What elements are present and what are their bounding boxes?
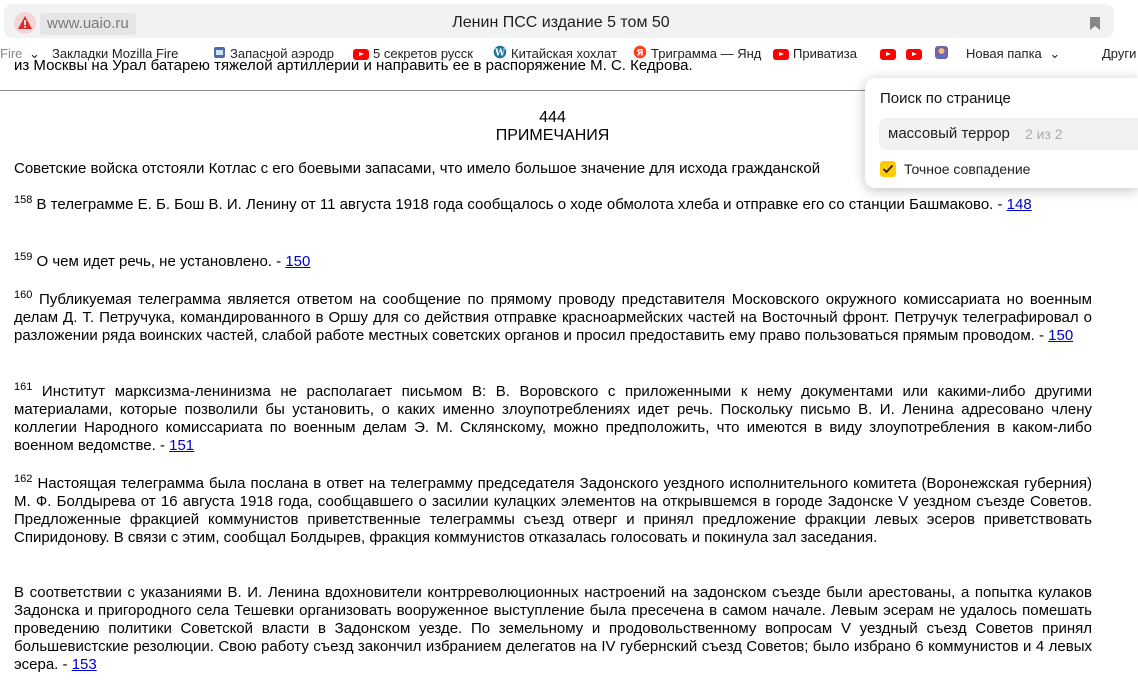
bookmark-label: Закладки Mozilla Fire (52, 46, 179, 61)
bookmark-site[interactable] (934, 44, 954, 63)
bookmark-label: Триграмма — Янд (651, 46, 762, 61)
note-number: 162 (14, 473, 33, 485)
paragraph-text: В соответствии с указаниями В. И. Ленина вдохновители контрреволюционных настроений на задонском съезде были арестованы, а попытка кулаков Задонска и пригородного села Тешевки организовать вооруженное выступление была пресечена в самом начале. Левым эсерам не удалось помешать проведению политики Советской власти в Задонском уезде. По земельному и продовольственному вопросам V уездный съезд Советов принял большевистские резолюции. Свою работу съезд закончил избранием делегатов на IV губернский съезд Советов; было избрано 6 коммунистов и 4 левых эсера. - (14, 584, 1092, 673)
note-text: Институт марксизма-ленинизма не располагает письмом В: В. Воровского с приложенными к нему документами или какими-либо другими материалами, которые позволили бы установить, о каких именно злоупотреблениях идет речь. Поскольку письмо В. И. Ленина адресовано члену коллегии Народного комиссариата по военным делам Э. М. Склянскому, можно предположить, что имеются в виду злоупотребления в каком-либо военном ведомстве. - (14, 383, 1093, 454)
page-link[interactable]: 153 (71, 656, 97, 673)
note-text: Публикуемая телеграмма является ответом на сообщение по прямому проводу представителя Московского окружного комиссариата но военным делам Д. Т. Петручука, командированного в Оршу для со действия отправке красноармейских частей на Восточный фронт. Петручук телеграфировал о разложении ряда воинских частей, слабой работе местных советских органов и просил предоставить ему право пользоваться прямым проводом. - (14, 291, 1092, 344)
note-160 (14, 291, 1092, 345)
section-title: ПРИМЕЧАНИЯ (495, 127, 610, 144)
chevron-down-icon: ⌄ (29, 46, 40, 61)
chevron-down-icon: ⌄ (1049, 46, 1061, 61)
note-text: О чем идет речь, не установлено. - (36, 253, 282, 270)
bookmark-label: Новая папка (966, 46, 1042, 61)
note-162 (14, 475, 1092, 547)
exact-match-label[interactable]: Точное совпадение (904, 161, 1031, 177)
bookmark-other[interactable] (1102, 44, 1138, 63)
note-number: 161 (14, 381, 33, 393)
exact-match-checkbox[interactable] (880, 161, 896, 177)
bookmark-label: Китайская хохлат (511, 46, 617, 61)
bookmark-youtube-1[interactable] (880, 44, 900, 63)
bookmark-privatiza[interactable] (773, 44, 868, 63)
address-domain[interactable]: www.uaio.ru (40, 13, 136, 35)
page-link[interactable]: 148 (1006, 196, 1032, 213)
find-search-input[interactable] (879, 118, 1138, 150)
note-text: Настоящая телеграмма была послана в ответ на телеграмму председателя Задонского уездного исполнительного комитета (Воронежская губерния) М. Ф. Болдырева от 16 августа 1918 года, сообщавшего о засилии кулацких элементов на открывшемся в городе Задонске V уездном съезде Советов. Предложенные фракцией коммунистов приветственные телеграммы съезд отверг и принял предложение фракции левых эсеров приветствовать Спиридонову. В связи с этим, сообщал Болдырев, фракция коммунистов отказалась голосовать и покинула зал заседания. (14, 475, 1093, 546)
note-number: 159 (14, 251, 33, 263)
bookmark-label: Запасной аэродр (230, 46, 334, 61)
note-text: В телеграмме Е. Б. Бош В. И. Ленину от 11 августа 1918 года сообщалось о ходе обмолота хлеба и отправке его со станции Башмаково. - (36, 196, 1003, 213)
bookmark-youtube-2[interactable] (906, 44, 926, 63)
youtube-icon (906, 49, 922, 60)
bookmark-label: Fire (0, 46, 23, 61)
note-162-continued (14, 584, 1092, 674)
bookmark-icon[interactable] (1089, 16, 1101, 36)
svg-text:Я: Я (636, 48, 644, 59)
page-title: Ленин ПСС издание 5 том 50 (452, 14, 670, 31)
find-on-page-panel (865, 78, 1138, 188)
address-bar[interactable] (4, 4, 1114, 38)
note-number: 158 (14, 194, 33, 206)
find-query[interactable]: массовый террор (888, 125, 1010, 142)
youtube-icon (773, 49, 789, 60)
note-158 (14, 196, 1092, 214)
bookmark-folder-new[interactable] (966, 44, 1066, 63)
match-count: 2 из 2 (1025, 126, 1063, 142)
youtube-icon (880, 49, 896, 60)
bookmark-label: Приватиза (793, 46, 857, 61)
note-number: 160 (14, 289, 33, 301)
svg-text:W: W (494, 48, 506, 59)
site-icon (934, 45, 949, 65)
bookmark-label: 5 секретов русск (373, 46, 473, 61)
page-link[interactable]: 150 (1048, 327, 1074, 344)
intro-paragraph: Советские войска отстояли Котлас с его боевыми запасами, что имело большое значение для исхода гражданской (14, 160, 821, 177)
page-number: 444 (539, 109, 566, 126)
page-link[interactable]: 151 (169, 437, 195, 454)
note-161 (14, 383, 1092, 455)
note-159 (14, 253, 1092, 271)
find-panel-title: Поиск по странице (880, 90, 1011, 107)
cut-off-text: из Москвы на Урал батарею тяжелой артиллерии и направить ее в распоряжение М. С. Кедрова. (14, 57, 693, 74)
page-link[interactable]: 150 (285, 253, 311, 270)
bookmark-label: Други (1102, 46, 1137, 61)
browser-toolbar (0, 0, 1138, 42)
